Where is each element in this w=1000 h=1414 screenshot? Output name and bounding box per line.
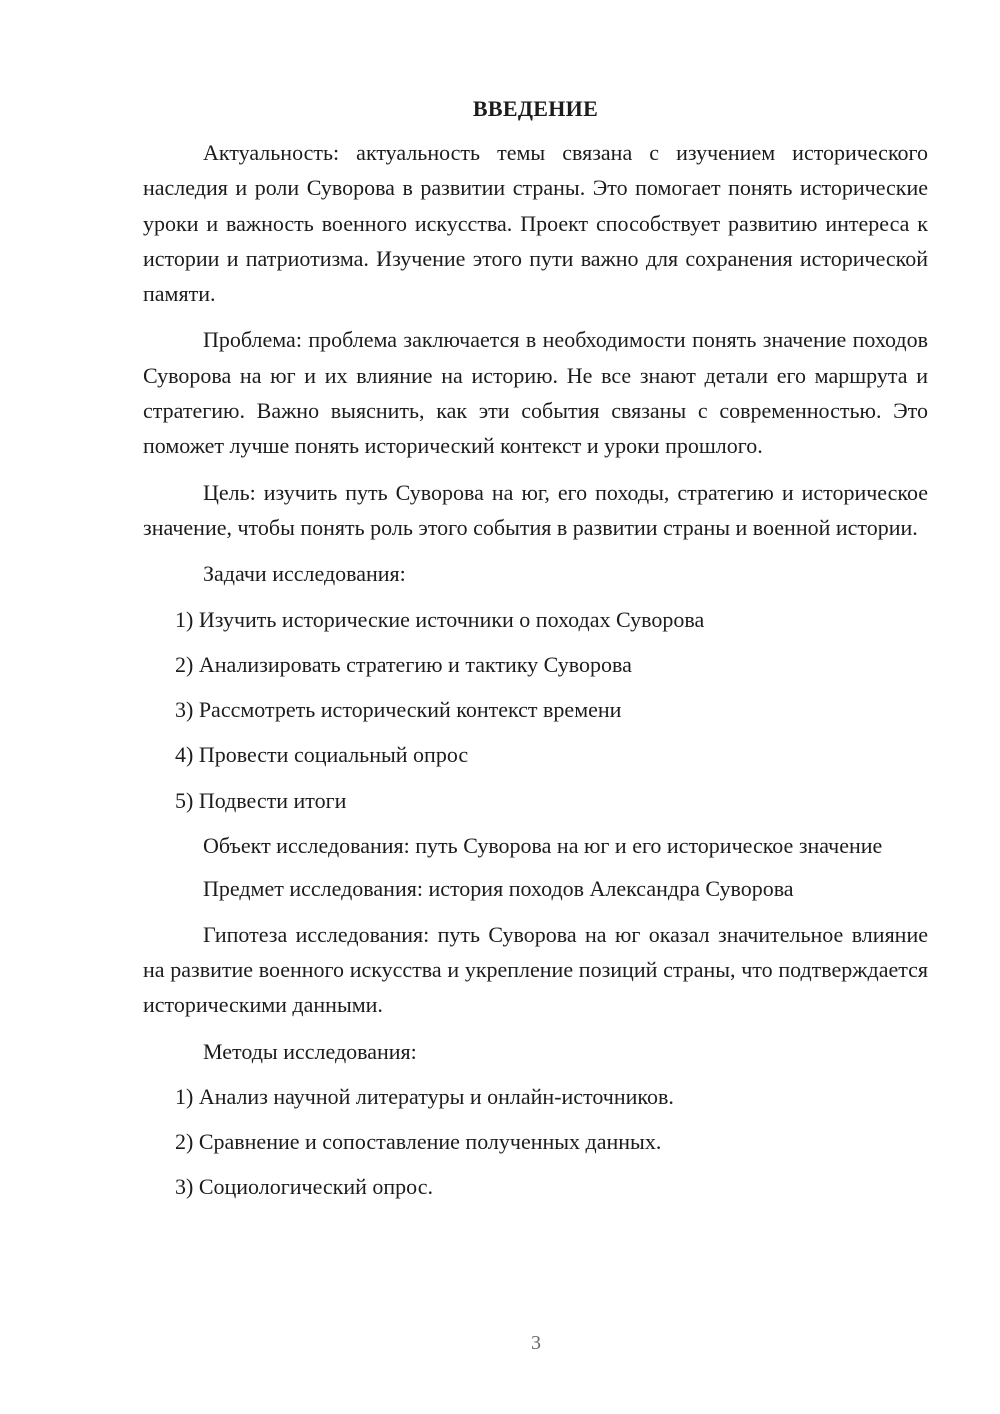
relevance-paragraph: Актуальность: актуальность темы связана с изучением исторического наследия и роли Суворова в развитии страны. Это помогает понять исторические уроки и важность военного искусства. Проект способствует развитию интереса к истории и патриотизма. Изучение этого пути важно для сохранения исторической памяти. bbox=[143, 140, 928, 307]
list-item: 1) Изучить исторические источники о походах Суворова bbox=[175, 606, 705, 632]
methods-list bbox=[143, 1079, 928, 1205]
page-title: ВВЕДЕНИЕ bbox=[472, 96, 599, 121]
list-item: 2) Анализировать стратегию и тактику Суворова bbox=[175, 651, 632, 677]
tasks-list bbox=[143, 602, 928, 818]
list-item: 3) Социологический опрос. bbox=[175, 1174, 433, 1200]
list-item: 3) Рассмотреть исторический контекст времени bbox=[175, 697, 622, 723]
methods-heading: Методы исследования: bbox=[203, 1038, 417, 1064]
problem-paragraph: Проблема: проблема заключается в необходимости понять значение походов Суворова на юг и их влияние на историю. Не все знают детали его маршрута и стратегию. Важно выяснить, как эти события связаны с современностью. Это поможет лучше понять исторический контекст и уроки прошлого. bbox=[143, 327, 928, 459]
list-item: 5) Подвести итоги bbox=[175, 787, 347, 813]
list-item: 1) Анализ научной литературы и онлайн-источников. bbox=[175, 1083, 674, 1109]
object-paragraph: Объект исследования: путь Суворова на юг и его историческое значение bbox=[203, 833, 883, 859]
hypothesis-paragraph: Гипотеза исследования: путь Суворова на юг оказал значительное влияние на развитие военного искусства и укрепление позиций страны, что подтверждается историческими данными. bbox=[143, 921, 928, 1018]
tasks-heading: Задачи исследования: bbox=[203, 561, 406, 587]
page-number: 3 bbox=[531, 1332, 541, 1354]
document-body bbox=[143, 91, 928, 1215]
goal-paragraph: Цель: изучить путь Суворова на юг, его походы, стратегию и историческое значение, чтобы понять роль этого события в развитии страны и военной истории. bbox=[143, 479, 928, 540]
list-item: 2) Сравнение и сопоставление полученных данных. bbox=[175, 1129, 662, 1155]
list-item: 4) Провести социальный опрос bbox=[175, 742, 469, 768]
subject-paragraph: Предмет исследования: история походов Александра Суворова bbox=[203, 876, 794, 902]
